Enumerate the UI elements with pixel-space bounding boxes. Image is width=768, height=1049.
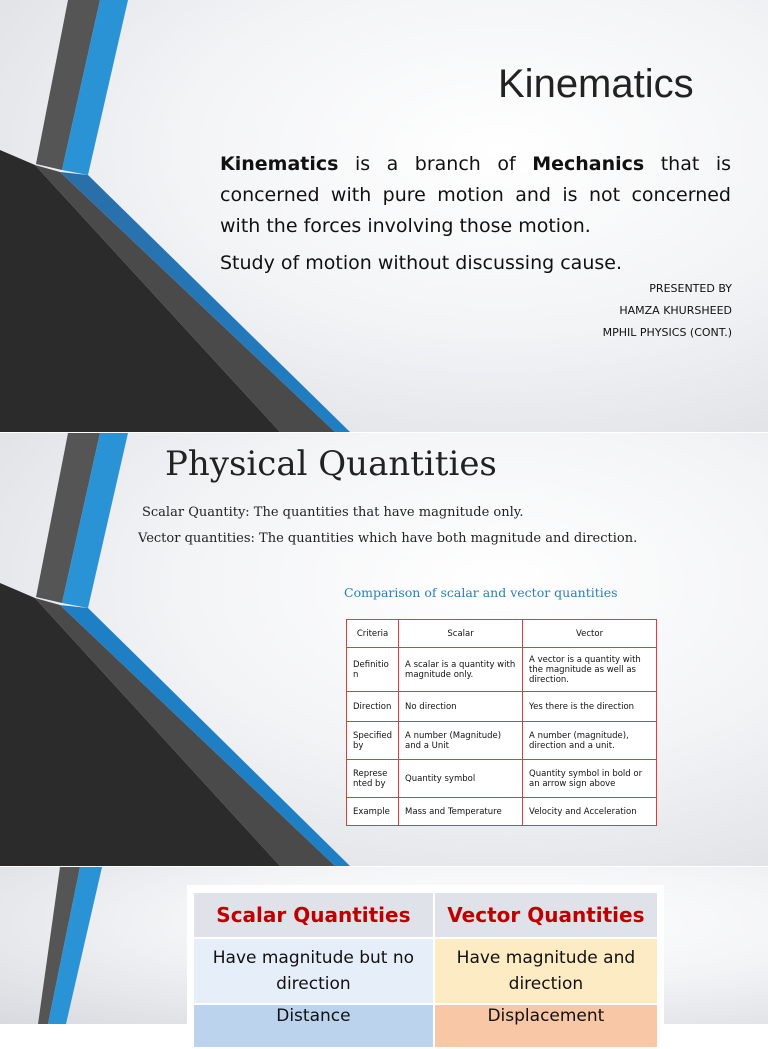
table-cell: A scalar is a quantity with magnitude only.	[399, 648, 523, 692]
presenter-label: PRESENTED BY	[649, 282, 732, 295]
kinematics-definition: Kinematics is a branch of Mechanics that is concerned with pure motion and is not concerned with the forces involving those motion.	[220, 153, 731, 237]
kinematics-summary: Study of motion without discussing cause.	[220, 252, 622, 274]
table-cell: Definitio n	[347, 648, 399, 692]
table-row	[347, 648, 657, 692]
table-cell: Velocity and Acceleration	[523, 798, 657, 826]
presenter-name: HAMZA KHURSHEED	[619, 304, 732, 317]
presenter-program: MPHIL PHYSICS (CONT.)	[602, 326, 732, 339]
header-cell: Vector	[523, 620, 657, 648]
table-cell: Have magnitude and direction	[434, 938, 658, 1004]
comparison-table	[346, 619, 657, 826]
table-row	[347, 760, 657, 798]
table-cell: Quantity symbol	[399, 760, 523, 798]
scalar-definition: Scalar Quantity: The quantities that have magnitude only.	[142, 505, 524, 520]
table-row	[347, 722, 657, 760]
table-cell: Quantity symbol in bold or an arrow sign above	[523, 760, 657, 798]
header-cell: Scalar	[399, 620, 523, 648]
header-cell: Scalar Quantities	[193, 892, 434, 938]
table-cell: Displacement	[434, 1004, 658, 1048]
table-cell: A number (magnitude), direction and a unit.	[523, 722, 657, 760]
table-header-row	[347, 620, 657, 648]
slide-title: Kinematics	[498, 62, 694, 106]
table-cell: A number (Magnitude) and a Unit	[399, 722, 523, 760]
header-cell: Vector Quantities	[434, 892, 658, 938]
table-header-row	[193, 892, 658, 938]
scalar-vector-table	[192, 891, 659, 1049]
table-cell: A vector is a quantity with the magnitude as well as direction.	[523, 648, 657, 692]
table-cell: Represe nted by	[347, 760, 399, 798]
table-row	[193, 938, 658, 1004]
table-cell: Direction	[347, 692, 399, 722]
table-cell: Have magnitude but no direction	[193, 938, 434, 1004]
table-caption: Comparison of scalar and vector quantities	[344, 585, 618, 600]
table-cell: Distance	[193, 1004, 434, 1048]
table-cell: Mass and Temperature	[399, 798, 523, 826]
table-cell: Example	[347, 798, 399, 826]
table-row	[193, 1004, 658, 1048]
vector-definition: Vector quantities: The quantities which have both magnitude and direction.	[138, 531, 638, 546]
table-cell: Specified by	[347, 722, 399, 760]
slide-title: Physical Quantities	[165, 444, 497, 484]
header-cell: Criteria	[347, 620, 399, 648]
table-cell: No direction	[399, 692, 523, 722]
table-row	[347, 692, 657, 722]
table-cell: Yes there is the direction	[523, 692, 657, 722]
table-row	[347, 798, 657, 826]
